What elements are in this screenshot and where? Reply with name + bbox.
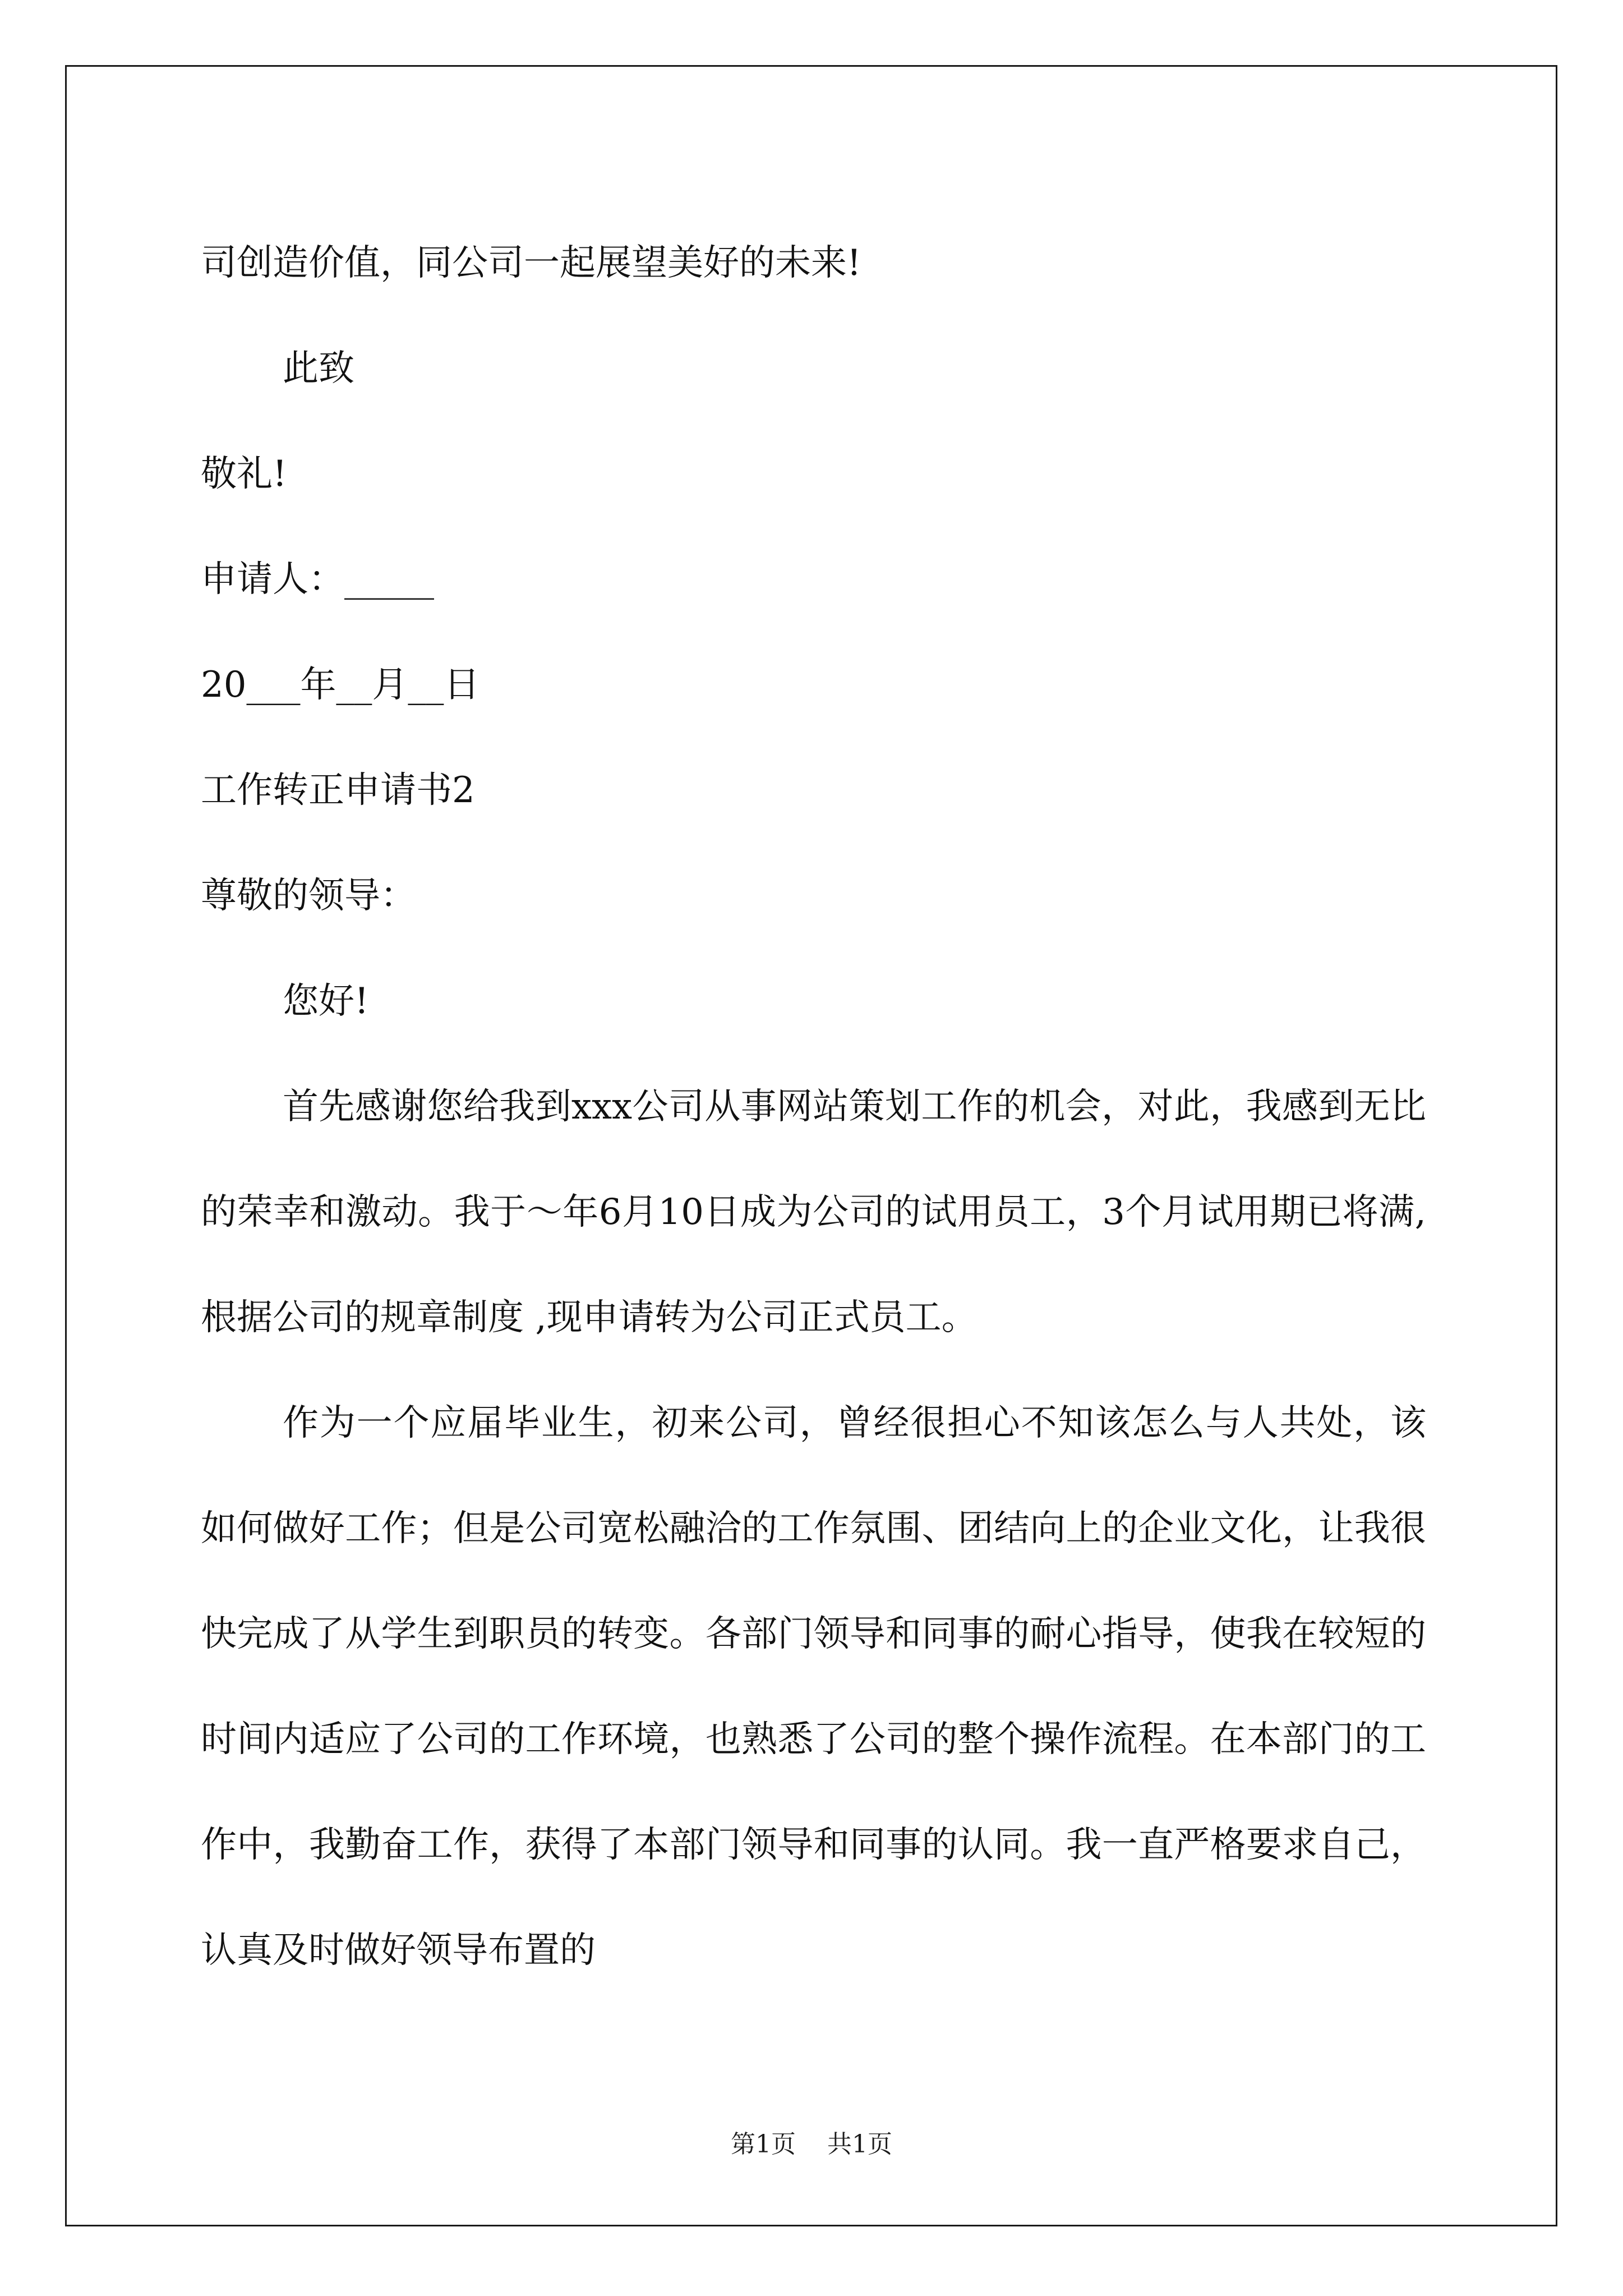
date-line: 20___年__月__日 [201,664,480,706]
continuation-line: 司创造价值，同公司一起展望美好的未来! [201,242,861,284]
section-title: 工作转正申请书2 [201,770,475,811]
applicant-line: 申请人：_____ [201,559,434,600]
page-footer: 第1页 共1页 [731,2130,892,2159]
document-body [201,210,1426,2003]
greeting-line: 您好! [283,981,369,1022]
paragraph-2: 作为一个应届毕业生，初来公司，曾经很担心不知该怎么与人共处，该如何做好工作；但是公司宽松融洽的工作氛围、团结向上的企业文化，让我很快完成了从学生到职员的转变。各部门领导和同事的耐心指导，使我在较短的时间内适应了公司的工作环境，也熟悉了公司的整个操作流程。在本部门的工作中，我勤奋工作，获得了本部门领导和同事的认同。我一直严格要求自己，认真及时做好领导布置的 [201,1402,1426,1971]
salutation-line: 尊敬的领导： [201,875,416,917]
paragraph-1: 首先感谢您给我到xxx公司从事网站策划工作的机会，对此，我感到无比的荣幸和激动。我于～年6月10日成为公司的试用员工，3个月试用期已将满,根据公司的规章制度 ,现申请转为公司正式员工。 [201,1086,1426,1338]
closing-line-1: 此致 [283,348,354,389]
closing-line-2: 敬礼! [201,453,287,495]
